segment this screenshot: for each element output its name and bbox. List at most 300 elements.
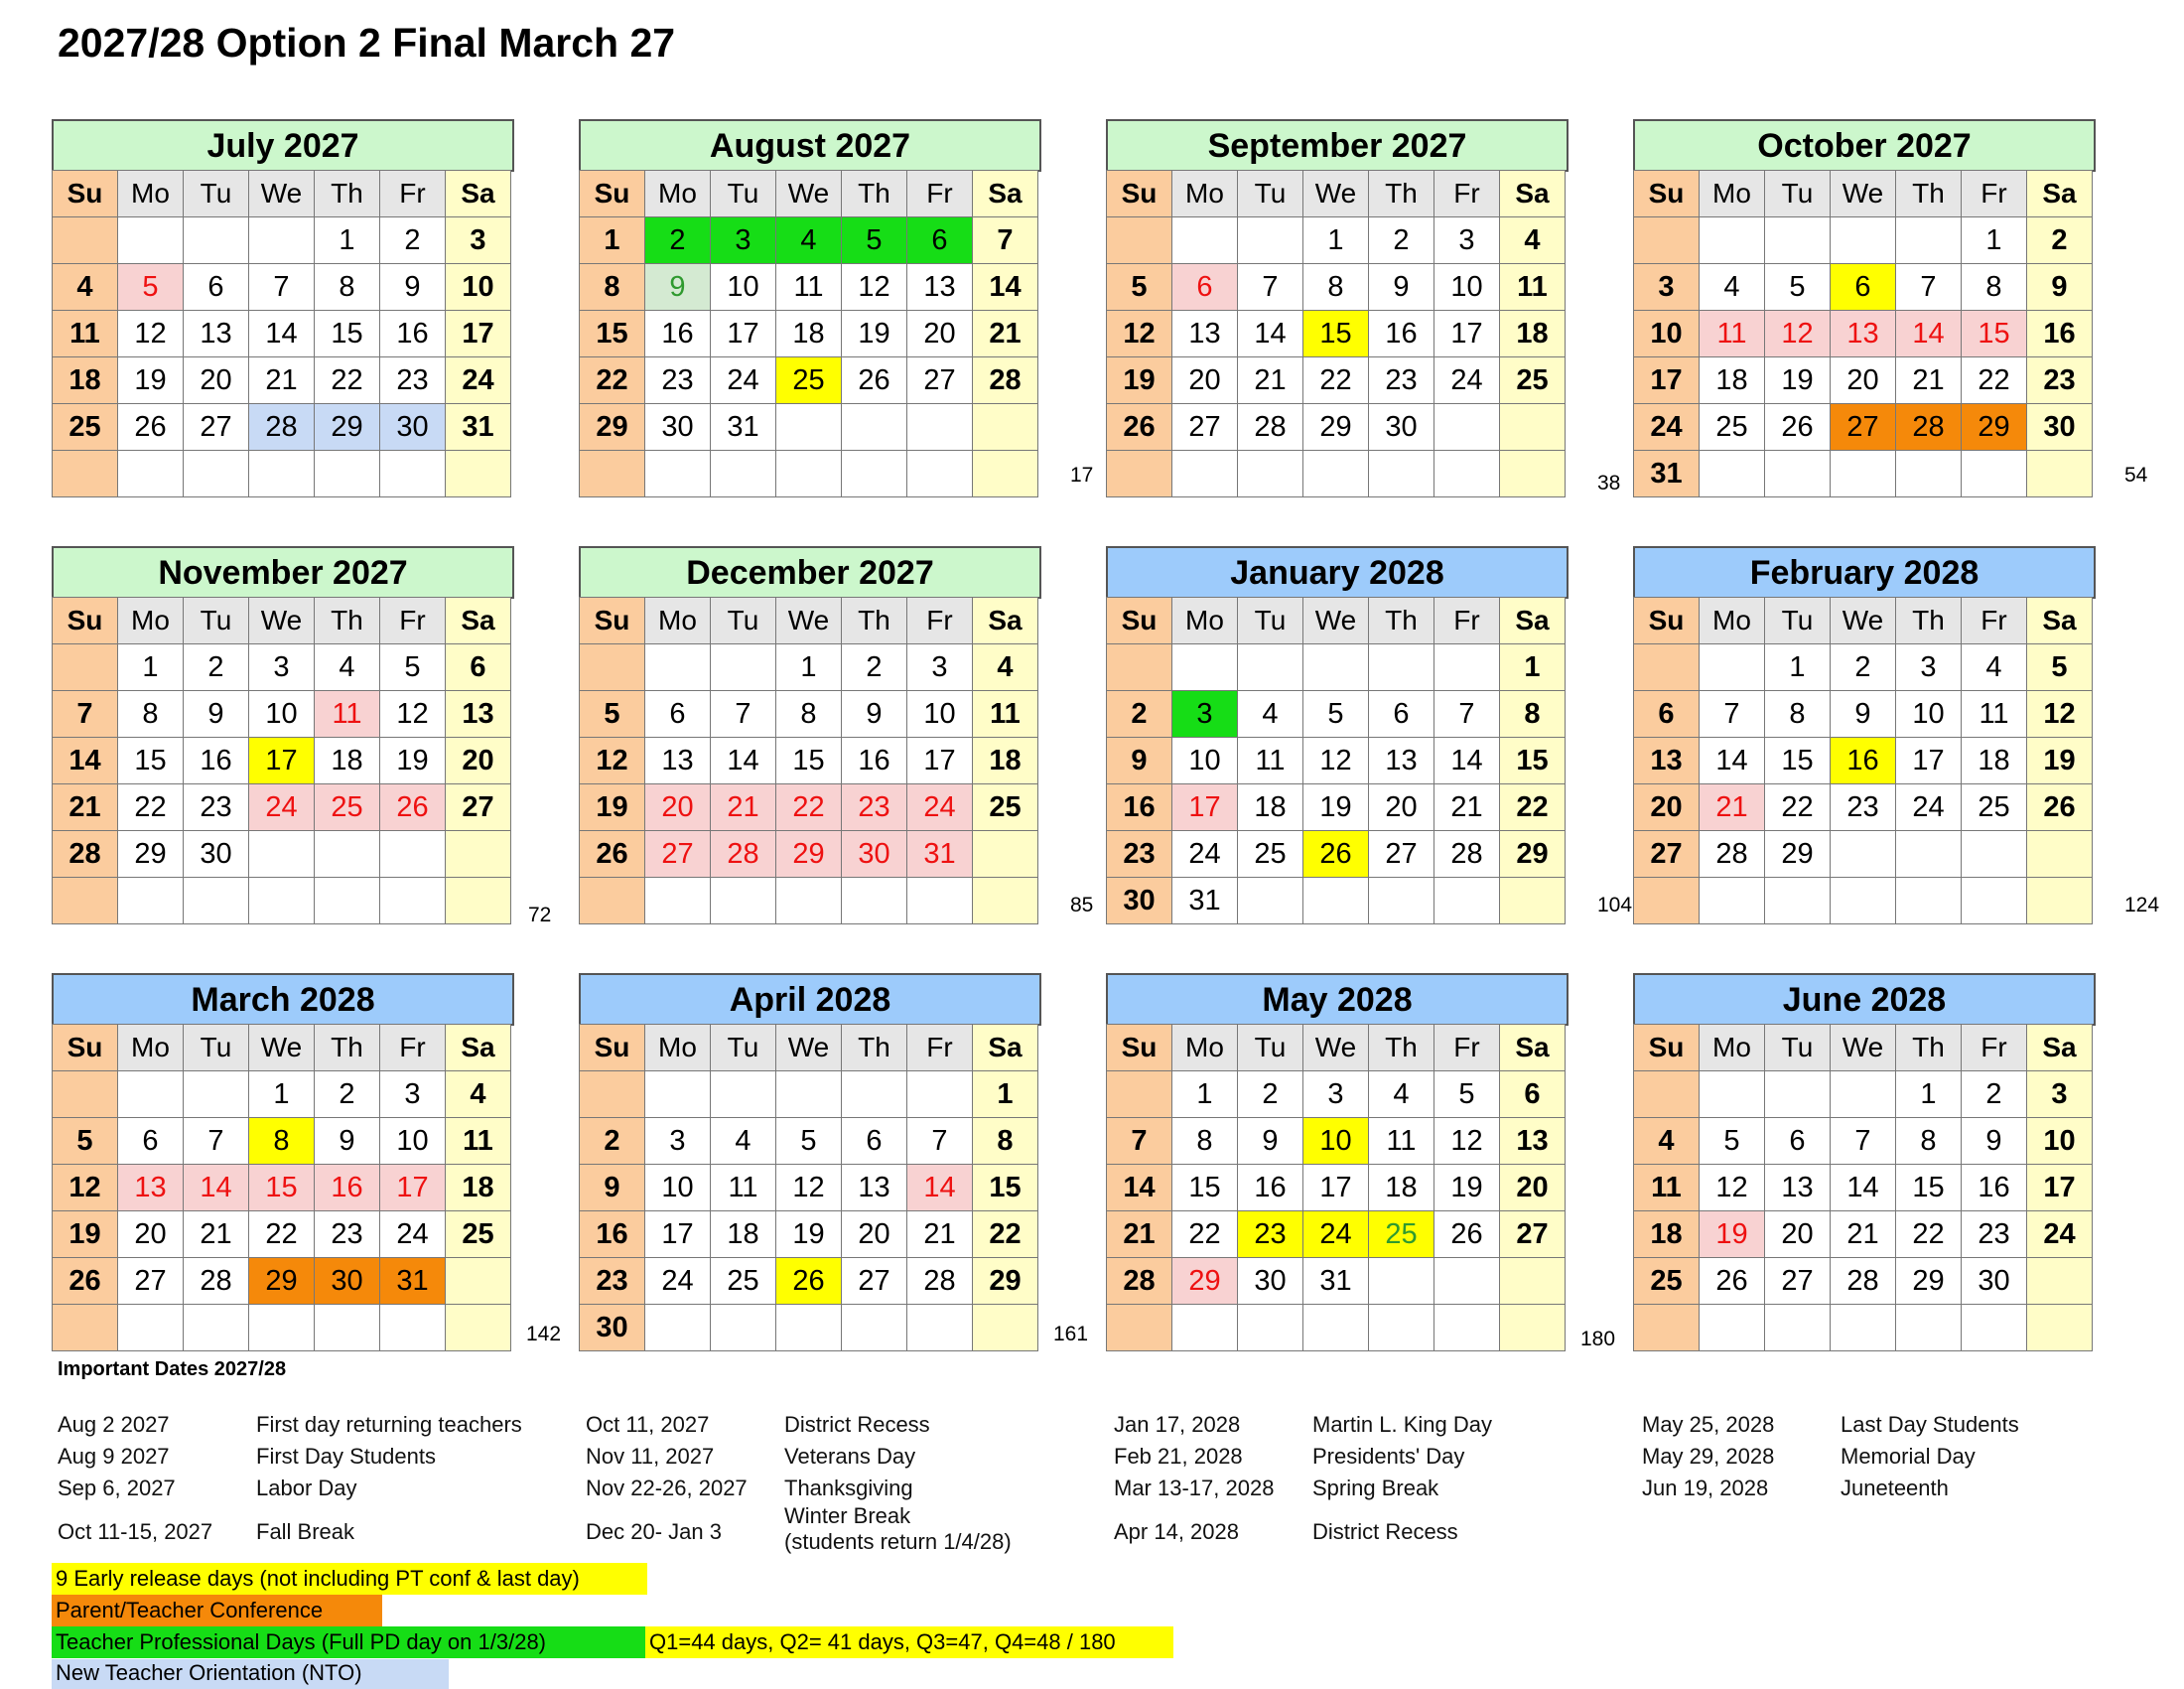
weekday-header: Su [1634, 171, 1700, 217]
day-cell: 7 [249, 264, 315, 311]
weekday-header: Fr [1434, 171, 1500, 217]
day-cell: 1 [1962, 217, 2027, 264]
day-cell: 24 [1434, 357, 1500, 404]
day-cell: 22 [1500, 784, 1566, 831]
day-cell: 12 [1700, 1165, 1765, 1211]
empty-cell [184, 1071, 249, 1118]
day-cell: 14 [1896, 311, 1962, 357]
weekday-header: We [1831, 1025, 1896, 1071]
month-title: December 2027 [579, 546, 1041, 599]
empty-cell [1500, 404, 1566, 451]
day-cell: 18 [1238, 784, 1303, 831]
empty-cell [1700, 217, 1765, 264]
month-may-2028 [1106, 973, 1616, 1353]
weekday-header: Mo [118, 171, 184, 217]
weekday-header: Sa [2027, 598, 2093, 644]
day-cell: 23 [1369, 357, 1434, 404]
day-cell: 4 [776, 217, 842, 264]
day-cell: 15 [1896, 1165, 1962, 1211]
day-cell: 12 [1303, 738, 1369, 784]
day-cell: 29 [580, 404, 645, 451]
weekday-header: Mo [1700, 171, 1765, 217]
month-december-2027 [579, 546, 1094, 926]
empty-cell [776, 1305, 842, 1351]
empty-cell [53, 644, 118, 691]
day-cell: 17 [1434, 311, 1500, 357]
day-cell: 27 [907, 357, 973, 404]
day-cell: 20 [842, 1211, 907, 1258]
day-cell: 21 [1238, 357, 1303, 404]
day-cell: 30 [2027, 404, 2093, 451]
day-cell: 4 [711, 1118, 776, 1165]
empty-cell [1634, 1305, 1700, 1351]
empty-cell [645, 451, 711, 497]
day-cell: 25 [1700, 404, 1765, 451]
empty-cell [2027, 1305, 2093, 1351]
empty-cell [711, 1305, 776, 1351]
weekday-header: Mo [118, 598, 184, 644]
weekday-header: Tu [184, 171, 249, 217]
day-cell: 2 [1831, 644, 1896, 691]
month-september-2027 [1106, 119, 1621, 499]
day-cell: 22 [1896, 1211, 1962, 1258]
weekday-header: Tu [1765, 171, 1831, 217]
day-cell: 29 [249, 1258, 315, 1305]
day-cell: 3 [249, 644, 315, 691]
weekday-header: Sa [2027, 171, 2093, 217]
day-cell: 9 [645, 264, 711, 311]
empty-cell [1172, 1305, 1238, 1351]
day-cell: 9 [2027, 264, 2093, 311]
important-event: First day returning teachers [256, 1412, 522, 1437]
day-cell: 31 [1634, 451, 1700, 497]
empty-cell [446, 831, 511, 878]
empty-cell [1172, 451, 1238, 497]
day-cell: 18 [776, 311, 842, 357]
day-cell: 7 [907, 1118, 973, 1165]
day-cell: 9 [842, 691, 907, 738]
school-day-count: 180 [1580, 1328, 1616, 1350]
weekday-header: Fr [1962, 1025, 2027, 1071]
important-event: Memorial Day [1841, 1444, 1976, 1469]
month-days-table [579, 1024, 1038, 1351]
month-days-table [1106, 597, 1566, 924]
day-cell: 27 [1634, 831, 1700, 878]
day-cell: 22 [973, 1211, 1038, 1258]
day-cell: 4 [973, 644, 1038, 691]
empty-cell [842, 1071, 907, 1118]
weekday-header: Su [1107, 171, 1172, 217]
day-cell: 7 [711, 691, 776, 738]
school-day-count: 161 [1053, 1323, 1089, 1345]
day-cell: 7 [53, 691, 118, 738]
day-cell: 11 [53, 311, 118, 357]
month-title: January 2028 [1106, 546, 1569, 599]
day-cell: 26 [776, 1258, 842, 1305]
day-cell: 29 [776, 831, 842, 878]
day-cell: 28 [1107, 1258, 1172, 1305]
day-cell: 28 [711, 831, 776, 878]
weekday-header: Mo [1700, 1025, 1765, 1071]
empty-cell [315, 878, 380, 924]
day-cell: 9 [1831, 691, 1896, 738]
important-event: Labor Day [256, 1476, 357, 1500]
empty-cell [2027, 831, 2093, 878]
day-cell: 19 [53, 1211, 118, 1258]
empty-cell [1831, 878, 1896, 924]
day-cell: 19 [776, 1211, 842, 1258]
weekday-header: Fr [907, 1025, 973, 1071]
day-cell: 30 [315, 1258, 380, 1305]
day-cell: 29 [1303, 404, 1369, 451]
day-cell: 25 [315, 784, 380, 831]
day-cell: 10 [1434, 264, 1500, 311]
day-cell: 12 [2027, 691, 2093, 738]
empty-cell [1831, 217, 1896, 264]
day-cell: 22 [315, 357, 380, 404]
day-cell: 20 [907, 311, 973, 357]
day-cell: 25 [53, 404, 118, 451]
day-cell: 15 [776, 738, 842, 784]
empty-cell [1634, 644, 1700, 691]
weekday-header: Mo [1172, 1025, 1238, 1071]
weekday-header: Th [1369, 1025, 1434, 1071]
month-days-table [52, 1024, 511, 1351]
day-cell: 12 [580, 738, 645, 784]
day-cell: 21 [249, 357, 315, 404]
weekday-header: Fr [907, 598, 973, 644]
month-title: March 2028 [52, 973, 514, 1026]
month-days-table [1106, 170, 1566, 497]
empty-cell [973, 1305, 1038, 1351]
empty-cell [1831, 451, 1896, 497]
important-date: Sep 6, 2027 [58, 1476, 176, 1500]
day-cell: 20 [1634, 784, 1700, 831]
empty-cell [1700, 644, 1765, 691]
day-cell: 19 [1434, 1165, 1500, 1211]
month-days-table [1633, 170, 2093, 497]
day-cell: 13 [1765, 1165, 1831, 1211]
day-cell: 22 [1962, 357, 2027, 404]
day-cell: 26 [1765, 404, 1831, 451]
weekday-header: Sa [446, 1025, 511, 1071]
important-date: Mar 13-17, 2028 [1114, 1476, 1275, 1500]
empty-cell [446, 1305, 511, 1351]
day-cell: 10 [1303, 1118, 1369, 1165]
month-title: November 2027 [52, 546, 514, 599]
weekday-header: Fr [380, 1025, 446, 1071]
legend-early-release: 9 Early release days (not including PT conf & last day) [52, 1563, 647, 1595]
important-event: First Day Students [256, 1444, 436, 1469]
day-cell: 26 [53, 1258, 118, 1305]
day-cell: 25 [1500, 357, 1566, 404]
weekday-header: We [1303, 171, 1369, 217]
empty-cell [842, 451, 907, 497]
empty-cell [1303, 878, 1369, 924]
empty-cell [315, 451, 380, 497]
day-cell: 20 [1172, 357, 1238, 404]
empty-cell [1634, 217, 1700, 264]
day-cell: 16 [315, 1165, 380, 1211]
day-cell: 18 [973, 738, 1038, 784]
empty-cell [1765, 1071, 1831, 1118]
weekday-header: Su [580, 171, 645, 217]
weekday-header: Th [1369, 171, 1434, 217]
day-cell: 6 [1500, 1071, 1566, 1118]
day-cell: 8 [118, 691, 184, 738]
day-cell: 19 [580, 784, 645, 831]
weekday-header: Tu [1238, 171, 1303, 217]
day-cell: 22 [776, 784, 842, 831]
empty-cell [842, 404, 907, 451]
empty-cell [2027, 878, 2093, 924]
day-cell: 22 [118, 784, 184, 831]
day-cell: 23 [380, 357, 446, 404]
day-cell: 29 [1172, 1258, 1238, 1305]
weekday-header: Sa [1500, 1025, 1566, 1071]
school-day-count: 124 [2124, 894, 2160, 916]
day-cell: 22 [1765, 784, 1831, 831]
weekday-header: Su [580, 1025, 645, 1071]
empty-cell [1500, 1258, 1566, 1305]
day-cell: 5 [1303, 691, 1369, 738]
day-cell: 11 [1962, 691, 2027, 738]
day-cell: 25 [1634, 1258, 1700, 1305]
day-cell: 6 [1172, 264, 1238, 311]
day-cell: 16 [184, 738, 249, 784]
weekday-header: Tu [1238, 598, 1303, 644]
empty-cell [842, 1305, 907, 1351]
day-cell: 7 [1831, 1118, 1896, 1165]
weekday-header: Fr [1434, 1025, 1500, 1071]
empty-cell [907, 451, 973, 497]
month-title: June 2028 [1633, 973, 2096, 1026]
weekday-header: Fr [1434, 598, 1500, 644]
month-january-2028 [1106, 546, 1633, 926]
empty-cell [1962, 451, 2027, 497]
day-cell: 23 [1107, 831, 1172, 878]
weekday-header: We [249, 598, 315, 644]
day-cell: 16 [645, 311, 711, 357]
empty-cell [973, 404, 1038, 451]
empty-cell [1238, 878, 1303, 924]
day-cell: 27 [842, 1258, 907, 1305]
day-cell: 5 [1107, 264, 1172, 311]
day-cell: 1 [1172, 1071, 1238, 1118]
day-cell: 30 [645, 404, 711, 451]
day-cell: 12 [53, 1165, 118, 1211]
weekday-header: We [776, 598, 842, 644]
day-cell: 15 [1765, 738, 1831, 784]
empty-cell [580, 644, 645, 691]
weekday-header: Th [315, 1025, 380, 1071]
day-cell: 9 [1369, 264, 1434, 311]
empty-cell [1107, 217, 1172, 264]
day-cell: 10 [446, 264, 511, 311]
empty-cell [1369, 1305, 1434, 1351]
day-cell: 12 [118, 311, 184, 357]
day-cell: 24 [907, 784, 973, 831]
weekday-header: Sa [446, 171, 511, 217]
day-cell: 29 [315, 404, 380, 451]
empty-cell [1962, 878, 2027, 924]
day-cell: 27 [1765, 1258, 1831, 1305]
day-cell: 31 [1303, 1258, 1369, 1305]
empty-cell [1107, 644, 1172, 691]
weekday-header: We [1831, 598, 1896, 644]
day-cell: 6 [1831, 264, 1896, 311]
weekday-header: Th [842, 598, 907, 644]
month-title: May 2028 [1106, 973, 1569, 1026]
empty-cell [1107, 1071, 1172, 1118]
day-cell: 28 [249, 404, 315, 451]
empty-cell [184, 451, 249, 497]
day-cell: 28 [1700, 831, 1765, 878]
empty-cell [1765, 217, 1831, 264]
day-cell: 28 [1238, 404, 1303, 451]
weekday-header: We [1303, 1025, 1369, 1071]
weekday-header: Tu [1765, 598, 1831, 644]
empty-cell [1700, 1071, 1765, 1118]
empty-cell [580, 878, 645, 924]
day-cell: 4 [1700, 264, 1765, 311]
day-cell: 3 [1634, 264, 1700, 311]
day-cell: 8 [1303, 264, 1369, 311]
school-day-count: 38 [1597, 472, 1621, 494]
day-cell: 24 [645, 1258, 711, 1305]
month-days-table [52, 597, 511, 924]
day-cell: 24 [1896, 784, 1962, 831]
day-cell: 17 [907, 738, 973, 784]
month-days-table [1106, 1024, 1566, 1351]
day-cell: 30 [1369, 404, 1434, 451]
important-event-note: (students return 1/4/28) [784, 1529, 1012, 1554]
day-cell: 25 [1369, 1211, 1434, 1258]
empty-cell [1500, 451, 1566, 497]
day-cell: 23 [1238, 1211, 1303, 1258]
empty-cell [184, 217, 249, 264]
weekday-header: Tu [184, 1025, 249, 1071]
empty-cell [380, 878, 446, 924]
month-title: February 2028 [1633, 546, 2096, 599]
day-cell: 4 [1634, 1118, 1700, 1165]
day-cell: 2 [1962, 1071, 2027, 1118]
day-cell: 26 [580, 831, 645, 878]
day-cell: 24 [2027, 1211, 2093, 1258]
day-cell: 10 [2027, 1118, 2093, 1165]
weekday-header: Su [53, 598, 118, 644]
day-cell: 9 [380, 264, 446, 311]
day-cell: 5 [776, 1118, 842, 1165]
empty-cell [118, 1305, 184, 1351]
weekday-header: Fr [1962, 171, 2027, 217]
empty-cell [1238, 1305, 1303, 1351]
empty-cell [1434, 1305, 1500, 1351]
day-cell: 30 [1107, 878, 1172, 924]
day-cell: 30 [184, 831, 249, 878]
day-cell: 31 [711, 404, 776, 451]
weekday-header: Mo [118, 1025, 184, 1071]
day-cell: 20 [118, 1211, 184, 1258]
empty-cell [1831, 1305, 1896, 1351]
empty-cell [53, 217, 118, 264]
day-cell: 8 [973, 1118, 1038, 1165]
day-cell: 20 [1831, 357, 1896, 404]
day-cell: 17 [1896, 738, 1962, 784]
empty-cell [53, 1071, 118, 1118]
empty-cell [776, 451, 842, 497]
day-cell: 31 [907, 831, 973, 878]
day-cell: 11 [1500, 264, 1566, 311]
day-cell: 15 [1500, 738, 1566, 784]
weekday-header: Th [842, 171, 907, 217]
day-cell: 18 [711, 1211, 776, 1258]
month-august-2027 [579, 119, 1094, 499]
important-date: Jun 19, 2028 [1642, 1476, 1769, 1500]
day-cell: 2 [645, 217, 711, 264]
day-cell: 21 [53, 784, 118, 831]
empty-cell [1896, 451, 1962, 497]
day-cell: 21 [907, 1211, 973, 1258]
important-event: Winter Break [784, 1503, 911, 1528]
empty-cell [184, 1305, 249, 1351]
day-cell: 15 [315, 311, 380, 357]
empty-cell [1434, 644, 1500, 691]
day-cell: 27 [1500, 1211, 1566, 1258]
weekday-header: Su [580, 598, 645, 644]
important-dates-title: Important Dates 2027/28 [58, 1358, 287, 1380]
empty-cell [1238, 217, 1303, 264]
month-title: October 2027 [1633, 119, 2096, 172]
important-date: May 25, 2028 [1642, 1412, 1775, 1437]
day-cell: 3 [1896, 644, 1962, 691]
day-cell: 19 [842, 311, 907, 357]
month-october-2027 [1633, 119, 2148, 499]
day-cell: 5 [53, 1118, 118, 1165]
day-cell: 29 [1962, 404, 2027, 451]
important-date: Apr 14, 2028 [1114, 1519, 1239, 1544]
day-cell: 1 [1500, 644, 1566, 691]
day-cell: 6 [118, 1118, 184, 1165]
weekday-header: Sa [973, 1025, 1038, 1071]
empty-cell [907, 404, 973, 451]
empty-cell [645, 1071, 711, 1118]
empty-cell [380, 451, 446, 497]
important-date: Dec 20- Jan 3 [586, 1519, 722, 1544]
day-cell: 10 [1896, 691, 1962, 738]
day-cell: 25 [1962, 784, 2027, 831]
day-cell: 17 [446, 311, 511, 357]
legend-quarters: Q1=44 days, Q2= 41 days, Q3=47, Q4=48 / 180 [645, 1626, 1173, 1658]
empty-cell [53, 1305, 118, 1351]
day-cell: 7 [973, 217, 1038, 264]
weekday-header: Th [1896, 1025, 1962, 1071]
day-cell: 19 [2027, 738, 2093, 784]
weekday-header: Tu [1238, 1025, 1303, 1071]
weekday-header: We [1831, 171, 1896, 217]
day-cell: 9 [315, 1118, 380, 1165]
day-cell: 3 [1434, 217, 1500, 264]
day-cell: 5 [1434, 1071, 1500, 1118]
day-cell: 17 [249, 738, 315, 784]
weekday-header: Th [1369, 598, 1434, 644]
empty-cell [776, 878, 842, 924]
empty-cell [1700, 1305, 1765, 1351]
month-title: August 2027 [579, 119, 1041, 172]
empty-cell [446, 451, 511, 497]
month-days-table [1633, 597, 2093, 924]
day-cell: 3 [907, 644, 973, 691]
